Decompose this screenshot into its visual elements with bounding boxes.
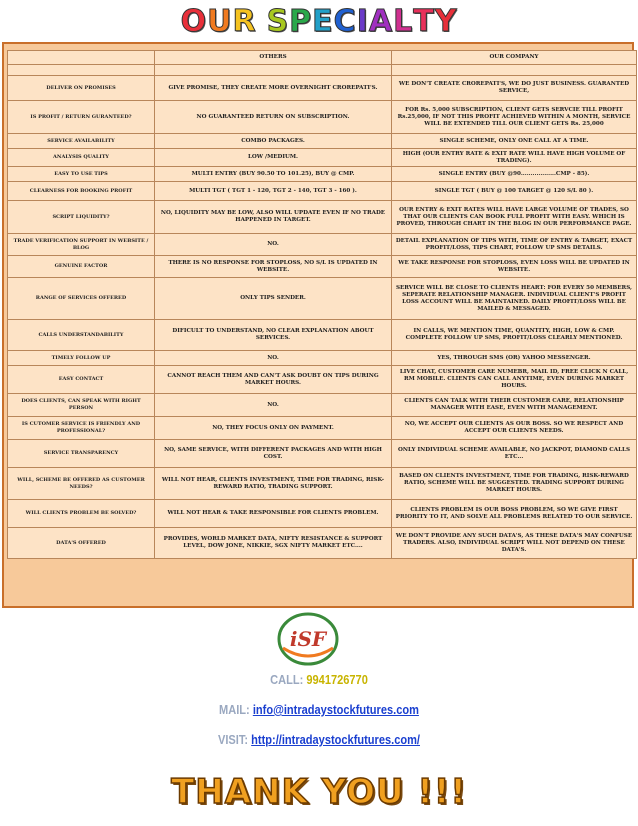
title-letter: L [393,4,414,39]
others-cell: THERE IS NO RESPONSE FOR STOPLOSS, NO S/L IS UPDATED IN WEBSITE. [155,256,392,278]
isf-logo [277,612,339,666]
table-row [8,167,637,182]
table-row [8,366,637,394]
feature-cell: TIMELY FOLLOW UP [8,351,155,366]
others-cell: GIVE PROMISE, THEY CREATE MORE OVERNIGHT CROREPATI'S. [155,76,392,101]
table-row [8,278,637,320]
feature-cell: SCRIPT LIQUIDITY? [8,201,155,234]
title-letter: T [413,4,435,39]
feature-cell: SERVICE AVAILABILITY [8,134,155,149]
others-cell [155,65,392,76]
others-cell: MULTI TGT ( TGT 1 - 120, TGT 2 - 140, TGT 3 - 160 ). [155,182,392,201]
feature-cell: IS PROFIT / RETURN GURANTEED? [8,101,155,134]
table-row [8,201,637,234]
our-company-cell: HIGH (OUR ENTRY RATE & EXIT RATE WILL HAVE HIGH VOLUME OF TRADING). [392,149,637,167]
our-company-cell: SINGLE TGT ( BUY @ 100 TARGET @ 120 S/L 80 ). [392,182,637,201]
title-letter: P [289,4,313,39]
visit-label: VISIT: [217,732,249,747]
our-company-cell: NO, WE ACCEPT OUR CLIENTS AS OUR BOSS. SO WE RESPECT AND ACCEPT OUR CLIENTS NEEDS. [392,417,637,440]
our-company-cell: FOR Rs. 5,000 SUBSCRIPTION, CLIENT GETS SERVCIE TILL PROFIT Rs.25,000, IF NOT THIS PROFIT ACHIEVED WITHIN A MONTH, SERVICE WILL BE EXTENDED TILL OUR CLIENT GETS Rs. 25,000 [392,101,637,134]
call-label: CALL: [270,672,304,687]
table-row [8,149,637,167]
our-company-cell: OUR ENTRY & EXIT RATES WILL HAVE LARGE VOLUME OF TRADES, SO THAT OUR CLIENTS CAN BOOK FULL PROFIT WITH EASY. WHICH IS PROVED, THROUGH CHART IN THE BLOG IN OUR PERFORMANCE PAGE. [392,201,637,234]
table-row [8,468,637,500]
feature-cell: ANALYSIS QUALITY [8,149,155,167]
page-title [0,4,638,39]
feature-cell: DELIVER ON PROMISES [8,76,155,101]
our-company-cell: WE DON'T CREATE CROREPATI'S, WE DO JUST BUSINESS. GUARANTED SERVICE, [392,76,637,101]
table-row [8,394,637,417]
feature-cell: SERVICE TRANSPARENCY [8,440,155,468]
table-row [8,320,637,351]
our-company-cell: LIVE CHAT, CUSTOMER CARE NUMEBR, MAIL ID, FREE CLICK N CALL, RM MOBILE. CLIENTS CAN CALL ANYTIME, EVEN DURING MARKET HOURS. [392,366,637,394]
feature-cell: GENUINE FACTOR [8,256,155,278]
title-letter: E [312,4,334,39]
our-company-cell: SINGLE SCHEME, ONLY ONE CALL AT A TIME. [392,134,637,149]
table-header-row [8,51,637,65]
table-row [8,101,637,134]
others-cell: NO. [155,234,392,256]
our-company-cell: DETAIL EXPLANATION OF TIPS WITH, TIME OF ENTRY & TARGET, EXACT PROFIT/LOSS, TIPS CHART, FOLLOW UP SMS DETAILS. [392,234,637,256]
others-cell: PROVIDES, WORLD MARKET DATA, NIFTY RESISTANCE & SUPPORT LEVEL, DOW JONE, NIKKIE, SGX NIFTY MARKET ETC.... [155,528,392,559]
others-cell: ONLY TIPS SENDER. [155,278,392,320]
table-row [8,182,637,201]
comparison-table-panel [2,42,634,608]
table-row [8,76,637,101]
column-header: OTHERS [155,51,392,65]
title-letter: U [207,4,233,39]
our-company-cell: SINGLE ENTRY (BUY @90..................CMP - 85). [392,167,637,182]
call-line [48,672,590,687]
table-row [8,351,637,366]
others-cell: NO, SAME SERVICE, WITH DIFFERENT PACKAGES AND WITH HIGH COST. [155,440,392,468]
website-link[interactable]: http://intradaystockfutures.com/ [251,732,421,747]
feature-cell: RANGE OF SERVICES OFFERED [8,278,155,320]
others-cell: LOW /MEDIUM. [155,149,392,167]
others-cell: NO GUARANTEED RETURN ON SUBSCRIPTION. [155,101,392,134]
feature-cell: WILL, SCHEME BE OFFERED AS CUSTOMER NEEDS? [8,468,155,500]
our-company-cell: BASED ON CLIENTS INVESTMENT, TIME FOR TRADING, RISK-REWARD RATIO, SCHEME WILL BE SUGGESTED. TRADING SUPPORT DURING MARKET HOURS. [392,468,637,500]
our-company-cell: IN CALLS, WE MENTION TIME, QUANTITY, HIGH, LOW & CMP. COMPLETE FOLLOW UP SMS, PROFIT/LOSS CLEARLY MENTIONED. [392,320,637,351]
title-letter: Y [434,4,458,39]
table-row [8,417,637,440]
our-company-cell [392,65,637,76]
table-row [8,65,637,76]
title-letter: R [232,4,257,39]
feature-cell: CLEARNESS FOR BOOKING PROFIT [8,182,155,201]
others-cell: WILL NOT HEAR & TAKE RESPONSIBLE FOR CLIENTS PROBLEM. [155,500,392,528]
feature-cell: EASY CONTACT [8,366,155,394]
feature-cell: DATA'S OFFERED [8,528,155,559]
others-cell: NO. [155,394,392,417]
comparison-table [7,50,637,559]
others-cell: NO, LIQUIDITY MAY BE LOW, ALSO WILL UPDATE EVEN IF NO TRADE HAPPENED IN TARGET. [155,201,392,234]
table-row [8,440,637,468]
our-company-cell: CLIENTS CAN TALK WITH THEIR CUSTOMER CARE, RELATIONSHIP MANAGER WITH EASE, EVEN WITH MANAGEMENT. [392,394,637,417]
our-company-cell: SERVICE WILL BE CLOSE TO CLIENTS HEART: FOR EVERY 50 MEMBERS, SEPERATE RELATIONSHIP MANAGER. INDIVIDUAL CLIENT'S PROFIT LOSS ACCOUNT WILL BE MAINTAINED. DAILY PROFIT/LOSS WILL BE MAILED & MESSAGED. [392,278,637,320]
feature-cell: CALLS UNDERSTANDABILITY [8,320,155,351]
call-number[interactable]: 9941726770 [306,672,368,687]
table-row [8,256,637,278]
column-header: OUR COMPANY [392,51,637,65]
thank-you-banner: THANK YOU !!! [171,772,467,812]
column-header [8,51,155,65]
our-company-cell: WE TAKE RESPONSE FOR STOPLOSS, EVEN LOSS WILL BE UPDATED IN WEBSITE. [392,256,637,278]
title-letter: O [180,4,208,39]
mail-label: MAIL: [219,702,250,717]
our-company-cell: WE DON'T PROVIDE ANY SUCH DATA'S, AS THESE DATA'S MAY CONFUSE TRADERS. ALSO, INDIVIDUAL SCRIPT WILL NOT DEPEND ON THESE DATA'S. [392,528,637,559]
our-company-cell: YES, THROUGH SMS (OR) YAHOO MESSENGER. [392,351,637,366]
title-letter: I [356,4,369,39]
others-cell: NO. [155,351,392,366]
feature-cell [8,65,155,76]
others-cell: NO, THEY FOCUS ONLY ON PAYMENT. [155,417,392,440]
svg-text:iSF: iSF [289,627,327,651]
table-row [8,134,637,149]
title-letter: S [266,4,290,39]
our-company-cell: CLIENTS PROBLEM IS OUR BOSS PROBLEM, SO WE GIVE FIRST PRIORITY TO IT, AND SOLVE ALL PROBLEMS RELATED TO OUR SERVICE. [392,500,637,528]
mail-line [48,702,590,717]
feature-cell: WILL CLIENTS PROBLEM BE SOLVED? [8,500,155,528]
feature-cell: IS CUTOMER SERVICE IS FRIENDLY AND PROFESSIONAL? [8,417,155,440]
others-cell: COMBO PACKAGES. [155,134,392,149]
mail-link[interactable]: info@intradaystockfutures.com [252,702,419,717]
feature-cell: TRADE VERIFICATION SUPPORT IN WEBSITE / BLOG [8,234,155,256]
title-letter: C [333,4,357,39]
others-cell: WILL NOT HEAR, CLIENTS INVESTMENT, TIME FOR TRADING, RISK-REWARD RATIO, TRADING SUPPORT. [155,468,392,500]
our-company-cell: ONLY INDIVIDUAL SCHEME AVAILABLE, NO JACKPOT, DIAMOND CALLS ETC... [392,440,637,468]
others-cell: DIFICULT TO UNDERSTAND, NO CLEAR EXPLANATION ABOUT SERVICES. [155,320,392,351]
feature-cell: EASY TO USE TIPS [8,167,155,182]
title-letter: A [368,4,394,39]
table-row [8,234,637,256]
others-cell: CANNOT REACH THEM AND CAN'T ASK DOUBT ON TIPS DURING MARKET HOURS. [155,366,392,394]
feature-cell: DOES CLIENTS, CAN SPEAK WITH RIGHT PERSON [8,394,155,417]
table-row [8,528,637,559]
visit-line [48,732,590,747]
others-cell: MULTI ENTRY (BUY 90.50 TO 101.25), BUY @ CMP. [155,167,392,182]
table-row [8,500,637,528]
